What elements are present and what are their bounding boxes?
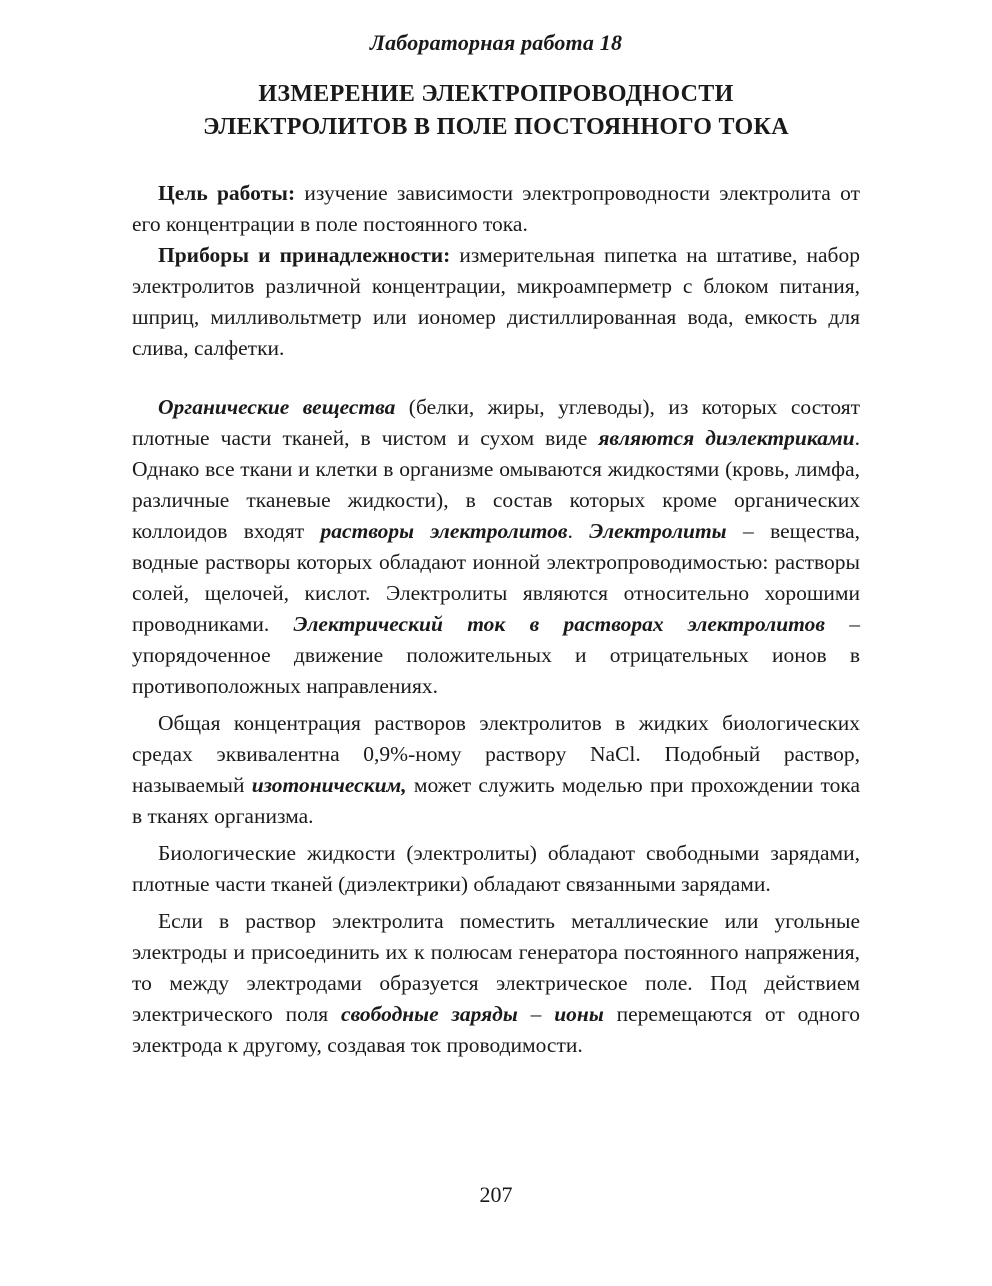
text-segment: –	[517, 1002, 555, 1026]
text-segment: Если в раствор электролита поместить металлические или угольные электроды и присоединить их к полюсам генератора постоянного напряжения, то между электродами образуется электрическое поле. Под действием электрического поля	[132, 909, 860, 1026]
goal-label: Цель работы:	[158, 181, 296, 205]
goal-paragraph	[132, 178, 860, 240]
paragraph-electrodes	[132, 906, 860, 1061]
term-electrolytes: Электролиты	[589, 519, 727, 543]
text-segment: может служить моделью при прохождении тока в тканях организма.	[132, 773, 861, 828]
text-segment: – вещества, водные растворы которых обладают ионной электропроводимостью: растворы солей, щелочей, кислот. Электролиты являются относительно хорошими проводниками.	[132, 519, 861, 636]
lab-title: Лабораторная работа 18	[369, 30, 623, 55]
paragraph-concentration	[132, 708, 860, 832]
paragraph-organic	[132, 392, 860, 702]
paragraph-charges: Биологические жидкости (электролиты) обладают свободными зарядами, плотные части тканей (диэлектрики) обладают связанными зарядами.	[132, 841, 860, 896]
section-gap	[132, 364, 860, 392]
body-block	[132, 392, 860, 1061]
term-free-charges: свободные заряды	[341, 1002, 518, 1026]
title-line-2: ЭЛЕКТРОЛИТОВ В ПОЛЕ ПОСТОЯННОГО ТОКА	[203, 114, 789, 140]
text-segment: – упорядоченное движение положительных и отрицательных ионов в противоположных направлениях.	[132, 612, 861, 698]
title-line-1: ИЗМЕРЕНИЕ ЭЛЕКТРОПРОВОДНОСТИ	[258, 81, 734, 107]
equipment-text: измерительная пипетка на штативе, набор электролитов различной концентрации, микроамперметр с блоком питания, шприц, милливольтметр или иономер дистиллированная вода, емкость для слива, салфетки.	[132, 243, 860, 360]
equipment-paragraph	[132, 240, 860, 364]
text-segment: (белки, жиры, углеводы), из которых состоят плотные части тканей, в чистом и сухом виде	[132, 395, 860, 450]
term-ions: ионы	[554, 1002, 604, 1026]
page-number: 207	[479, 1182, 513, 1207]
term-solutions: растворы электролитов	[320, 519, 568, 543]
term-dielectrics: являются диэлектриками	[598, 426, 855, 450]
term-isotonic: изотоническим,	[251, 773, 407, 797]
text-segment: перемещаются от одного электрода к другому, создавая ток проводимости.	[132, 1002, 860, 1057]
term-organic: Органические вещества	[158, 395, 396, 419]
text-segment: . Однако все ткани и клетки в организме омываются жидкостями (кровь, лимфа, различные тканевые жидкости), в состав которых кроме органических коллоидов входят	[132, 426, 861, 543]
document-page	[132, 30, 860, 1061]
intro-block	[132, 178, 860, 364]
equipment-label: Приборы и принадлежности:	[158, 243, 451, 267]
term-current: Электрический ток в растворах электролитов	[293, 612, 825, 636]
goal-text: изучение зависимости электропроводности электролита от его концентрации в поле постоянного тока.	[132, 181, 860, 236]
text-segment: .	[567, 519, 590, 543]
text-segment: Общая концентрация растворов электролитов в жидких биологических средах эквивалентна 0,9%-ному раствору NaCl. Подобный раствор, называемый	[132, 711, 860, 797]
page-title	[132, 78, 860, 144]
